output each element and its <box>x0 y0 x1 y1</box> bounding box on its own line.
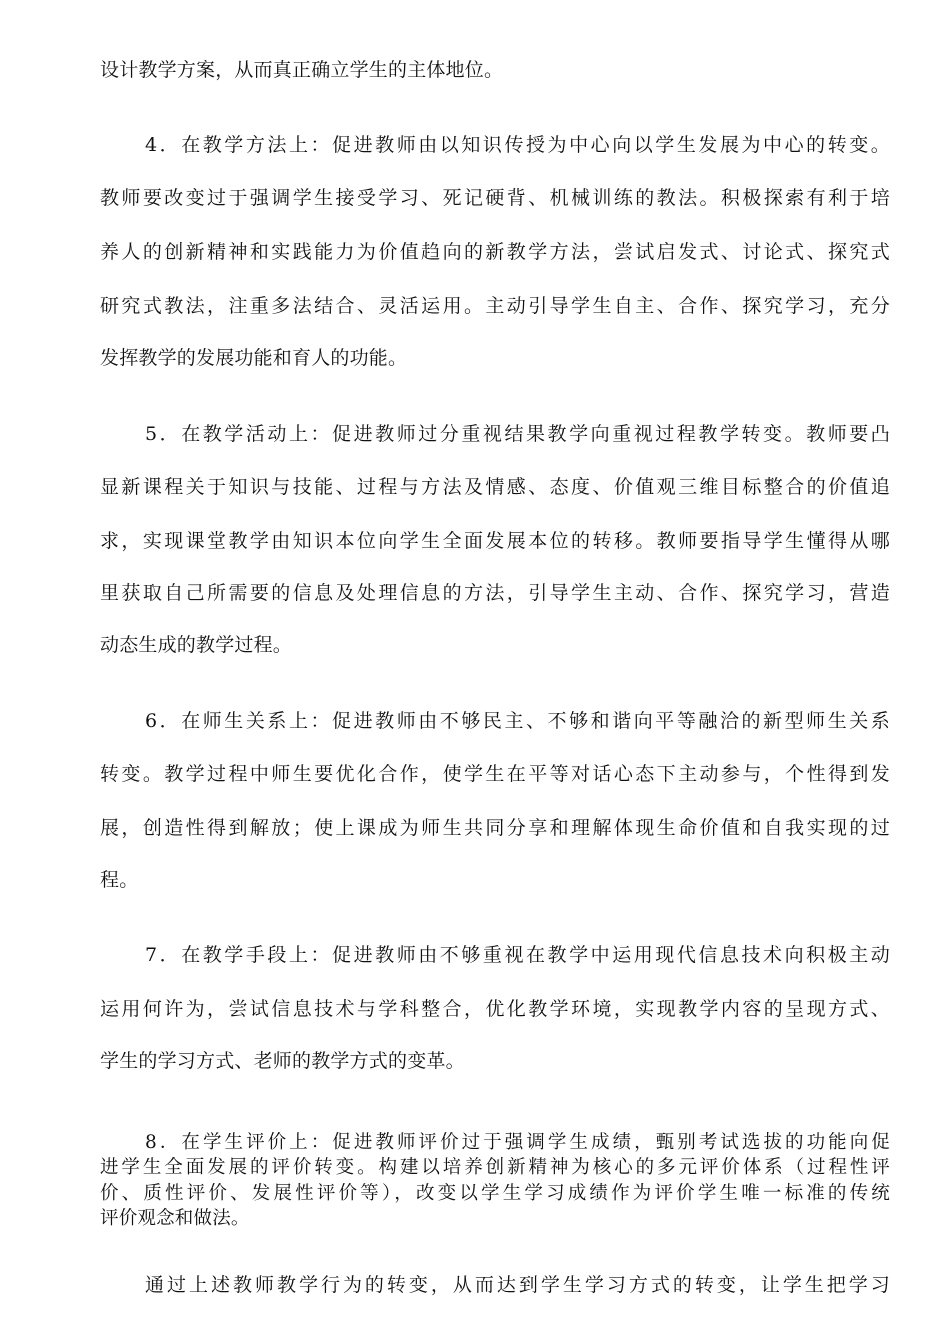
paragraph-line: 动态生成的教学过程。 <box>100 634 293 656</box>
paragraph-line: 7．在教学手段上：促进教师由不够重视在教学中运用现代信息技术向积极主动 <box>145 944 890 966</box>
paragraph-line: 5．在教学活动上：促进教师过分重视结果教学向重视过程教学转变。教师要凸 <box>145 423 890 445</box>
paragraph-line: 教师要改变过于强调学生接受学习、死记硬背、机械训练的教法。积极探索有利于培 <box>100 187 890 209</box>
paragraph-line: 进学生全面发展的评价转变。构建以培养创新精神为核心的多元评价体系（过程性评 <box>100 1157 890 1178</box>
paragraph-line: 求，实现课堂教学由知识本位向学生全面发展本位的转移。教师要指导学生懂得从哪 <box>100 530 890 552</box>
paragraph-line: 8．在学生评价上：促进教师评价过于强调学生成绩，甄别考试选拔的功能向促 <box>145 1132 890 1153</box>
paragraph-line: 学生的学习方式、老师的教学方式的变革。 <box>100 1050 465 1072</box>
paragraph-line: 转变。教学过程中师生要优化合作，使学生在平等对话心态下主动参与，个性得到发 <box>100 763 890 785</box>
paragraph-line: 通过上述教师教学行为的转变，从而达到学生学习方式的转变，让学生把学习 <box>145 1274 890 1296</box>
paragraph-line: 程。 <box>100 869 139 891</box>
paragraph-line: 展，创造性得到解放；使上课成为师生共同分享和理解体现生命价值和自我实现的过 <box>100 817 890 839</box>
paragraph-line: 设计教学方案，从而真正确立学生的主体地位。 <box>100 59 504 81</box>
paragraph-line: 显新课程关于知识与技能、过程与方法及情感、态度、价值观三维目标整合的价值追 <box>100 476 890 498</box>
paragraph-line: 运用何许为，尝试信息技术与学科整合，优化教学环境，实现教学内容的呈现方式、 <box>100 998 890 1020</box>
paragraph-line: 6．在师生关系上：促进教师由不够民主、不够和谐向平等融洽的新型师生关系 <box>145 710 890 732</box>
paragraph-line: 研究式教法，注重多法结合、灵活运用。主动引导学生自主、合作、探究学习，充分 <box>100 295 890 317</box>
paragraph-line: 评价观念和做法。 <box>100 1208 250 1229</box>
paragraph-line: 价、质性评价、发展性评价等），改变以学生学习成绩作为评价学生唯一标准的传统 <box>100 1183 890 1204</box>
paragraph-line: 4．在教学方法上：促进教师由以知识传授为中心向以学生发展为中心的转变。 <box>145 134 890 156</box>
paragraph-line: 里获取自己所需要的信息及处理信息的方法，引导学生主动、合作、探究学习，营造 <box>100 582 890 604</box>
paragraph-line: 养人的创新精神和实践能力为价值趋向的新教学方法，尝试启发式、讨论式、探究式 <box>100 241 890 263</box>
paragraph-line: 发挥教学的发展功能和育人的功能。 <box>100 347 408 369</box>
